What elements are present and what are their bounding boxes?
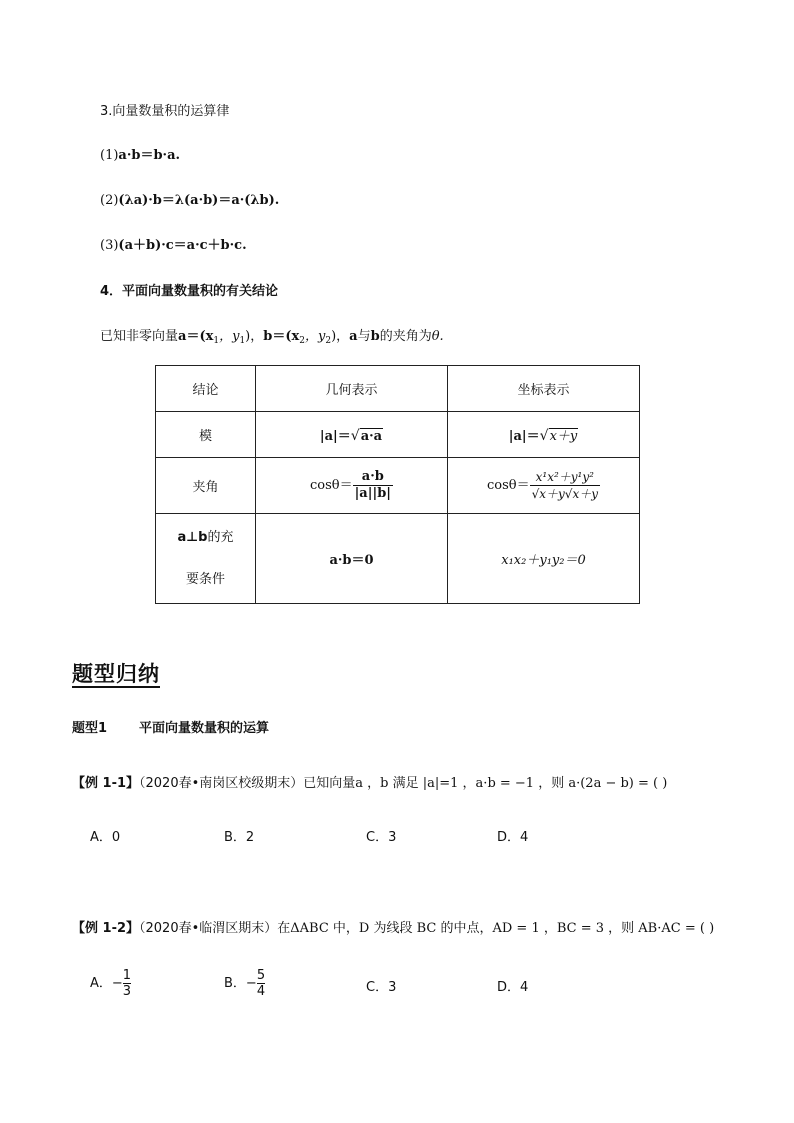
row-angle-coordinate (448, 458, 640, 514)
example-1-2-source: （2020春•临渭区期末）在 (139, 921, 291, 936)
given-y1: ，y (219, 329, 240, 344)
sqrt-sign-coord: √ (539, 428, 549, 444)
law-1-number: (1) (100, 148, 119, 163)
modulus-geo-lhs: |a|＝ (319, 429, 351, 444)
law-1-formula: a·b＝b·a. (118, 148, 181, 163)
header-coordinate: 坐标表示 (448, 366, 640, 412)
given-sub-y2: 2 (325, 336, 332, 346)
modulus-geo-radicand: a·a (360, 429, 383, 444)
given-theta: θ. (431, 329, 444, 344)
row-modulus-coordinate (448, 412, 640, 458)
example-1-1-tag: 【例 1-1】 (72, 776, 140, 791)
row-perp-label (156, 514, 256, 604)
perp-label-line1 (156, 527, 255, 549)
angle-geo-fraction (353, 469, 393, 502)
heading-conclusions: 4．平面向量数量积的有关结论 (100, 284, 279, 299)
table-row-modulus (156, 412, 640, 458)
heading-operation-laws: 3.向量数量积的运算律 (100, 104, 230, 119)
row-modulus-geometric (256, 412, 448, 458)
modulus-coord-lhs: |a|＝ (508, 429, 540, 444)
perp-label-line2: 要条件 (185, 571, 225, 587)
example-1-2-option-c[interactable]: C．3 (366, 980, 397, 995)
law-2-number: (2) (100, 193, 119, 208)
example-1-2-option-b[interactable] (224, 968, 265, 999)
law-3-formula: (a＋b)·c＝a·c＋b·c. (118, 238, 247, 253)
perp-coord-formula: x₁x₂＋y₁y₂＝0 (501, 553, 586, 568)
option-a-label: A．− (90, 976, 123, 991)
angle-geo-prefix: cosθ＝ (309, 478, 353, 493)
example-1-2 (72, 920, 714, 938)
given-b-def: b＝(x (263, 329, 300, 344)
given-close-1: )， (245, 329, 264, 344)
angle-coord-fraction (530, 469, 600, 502)
law-2 (100, 192, 279, 210)
option-a-den: 3 (122, 984, 132, 999)
type-1-label: 题型1 (72, 721, 108, 736)
example-1-1-option-c[interactable]: C．3 (366, 830, 397, 845)
option-b-label: B．− (224, 976, 257, 991)
row-angle-label: 夹角 (156, 458, 256, 514)
law-3-number: (3) (100, 238, 119, 253)
example-1-1-text: a ，b 满足 |a|=1 ，a·b = −1 ，则 a·(2a − b) = ( ) (355, 776, 668, 791)
law-3 (100, 237, 247, 255)
law-1 (100, 147, 180, 165)
row-perp-coordinate (448, 514, 640, 604)
option-a-num: 1 (122, 968, 132, 983)
example-1-2-option-a[interactable] (90, 968, 131, 999)
perp-label-suffix: 的充 (207, 529, 234, 545)
row-angle-geometric (256, 458, 448, 514)
type-1-title: 平面向量数量积的运算 (139, 721, 270, 736)
example-1-2-text: ΔABC 中，D 为线段 BC 的中点，AD = 1 ，BC = 3 ，则 AB·AC = ( ) (290, 921, 715, 936)
option-b-fraction (257, 968, 265, 999)
row-perp-geometric (256, 514, 448, 604)
example-1-1-option-b[interactable]: B．2 (224, 830, 255, 845)
table-header-row (156, 366, 640, 412)
given-text-1: 已知非零向量 (100, 329, 179, 344)
angle-coord-num: x¹x²＋y¹y² (530, 469, 600, 486)
example-1-1-option-d[interactable]: D．4 (497, 830, 529, 845)
row-modulus-label: 模 (156, 412, 256, 458)
given-statement (100, 328, 444, 350)
header-geometric: 几何表示 (256, 366, 448, 412)
angle-geo-den: |a||b| (354, 486, 392, 501)
law-2-formula: (λa)·b＝λ(a·b)＝a·(λb). (118, 193, 280, 208)
perp-label-symbol: a⊥b (177, 529, 208, 545)
option-b-num: 5 (256, 968, 266, 983)
example-1-1 (72, 775, 667, 793)
example-1-2-tag: 【例 1-2】 (72, 921, 140, 936)
example-1-1-option-a[interactable]: A．0 (90, 830, 121, 845)
perp-geo-formula: a·b＝0 (329, 553, 374, 568)
type-1-heading (72, 720, 269, 738)
given-a: a (349, 329, 358, 344)
given-sub-1: 1 (213, 336, 220, 346)
table-row-angle (156, 458, 640, 514)
table-row-perpendicular (156, 514, 640, 604)
given-y2: ，y (304, 329, 326, 344)
modulus-coord-radicand: x＋y (549, 429, 578, 444)
header-conclusion: 结论 (156, 366, 256, 412)
given-sub-y1: 1 (239, 336, 246, 346)
angle-coord-den: √x＋y√x＋y (531, 487, 598, 501)
example-1-2-option-d[interactable]: D．4 (497, 980, 529, 995)
option-b-den: 4 (256, 984, 266, 999)
given-close-2: )， (331, 329, 350, 344)
angle-geo-num: a·b (353, 469, 393, 486)
given-text-2: 与 (357, 329, 371, 344)
given-text-3: 的夹角为 (379, 329, 432, 344)
given-sub-2: 2 (299, 336, 305, 346)
given-a-def: a＝(x (178, 329, 214, 344)
section-title: 题型归纳 (72, 662, 160, 686)
sqrt-sign: √ (350, 428, 360, 444)
option-a-fraction (123, 968, 131, 999)
example-1-1-source: （2020春•南岗区校级期末）已知向量 (139, 776, 356, 791)
angle-coord-prefix: cosθ＝ (487, 478, 530, 493)
given-b: b (370, 329, 380, 344)
conclusions-table (155, 365, 640, 604)
